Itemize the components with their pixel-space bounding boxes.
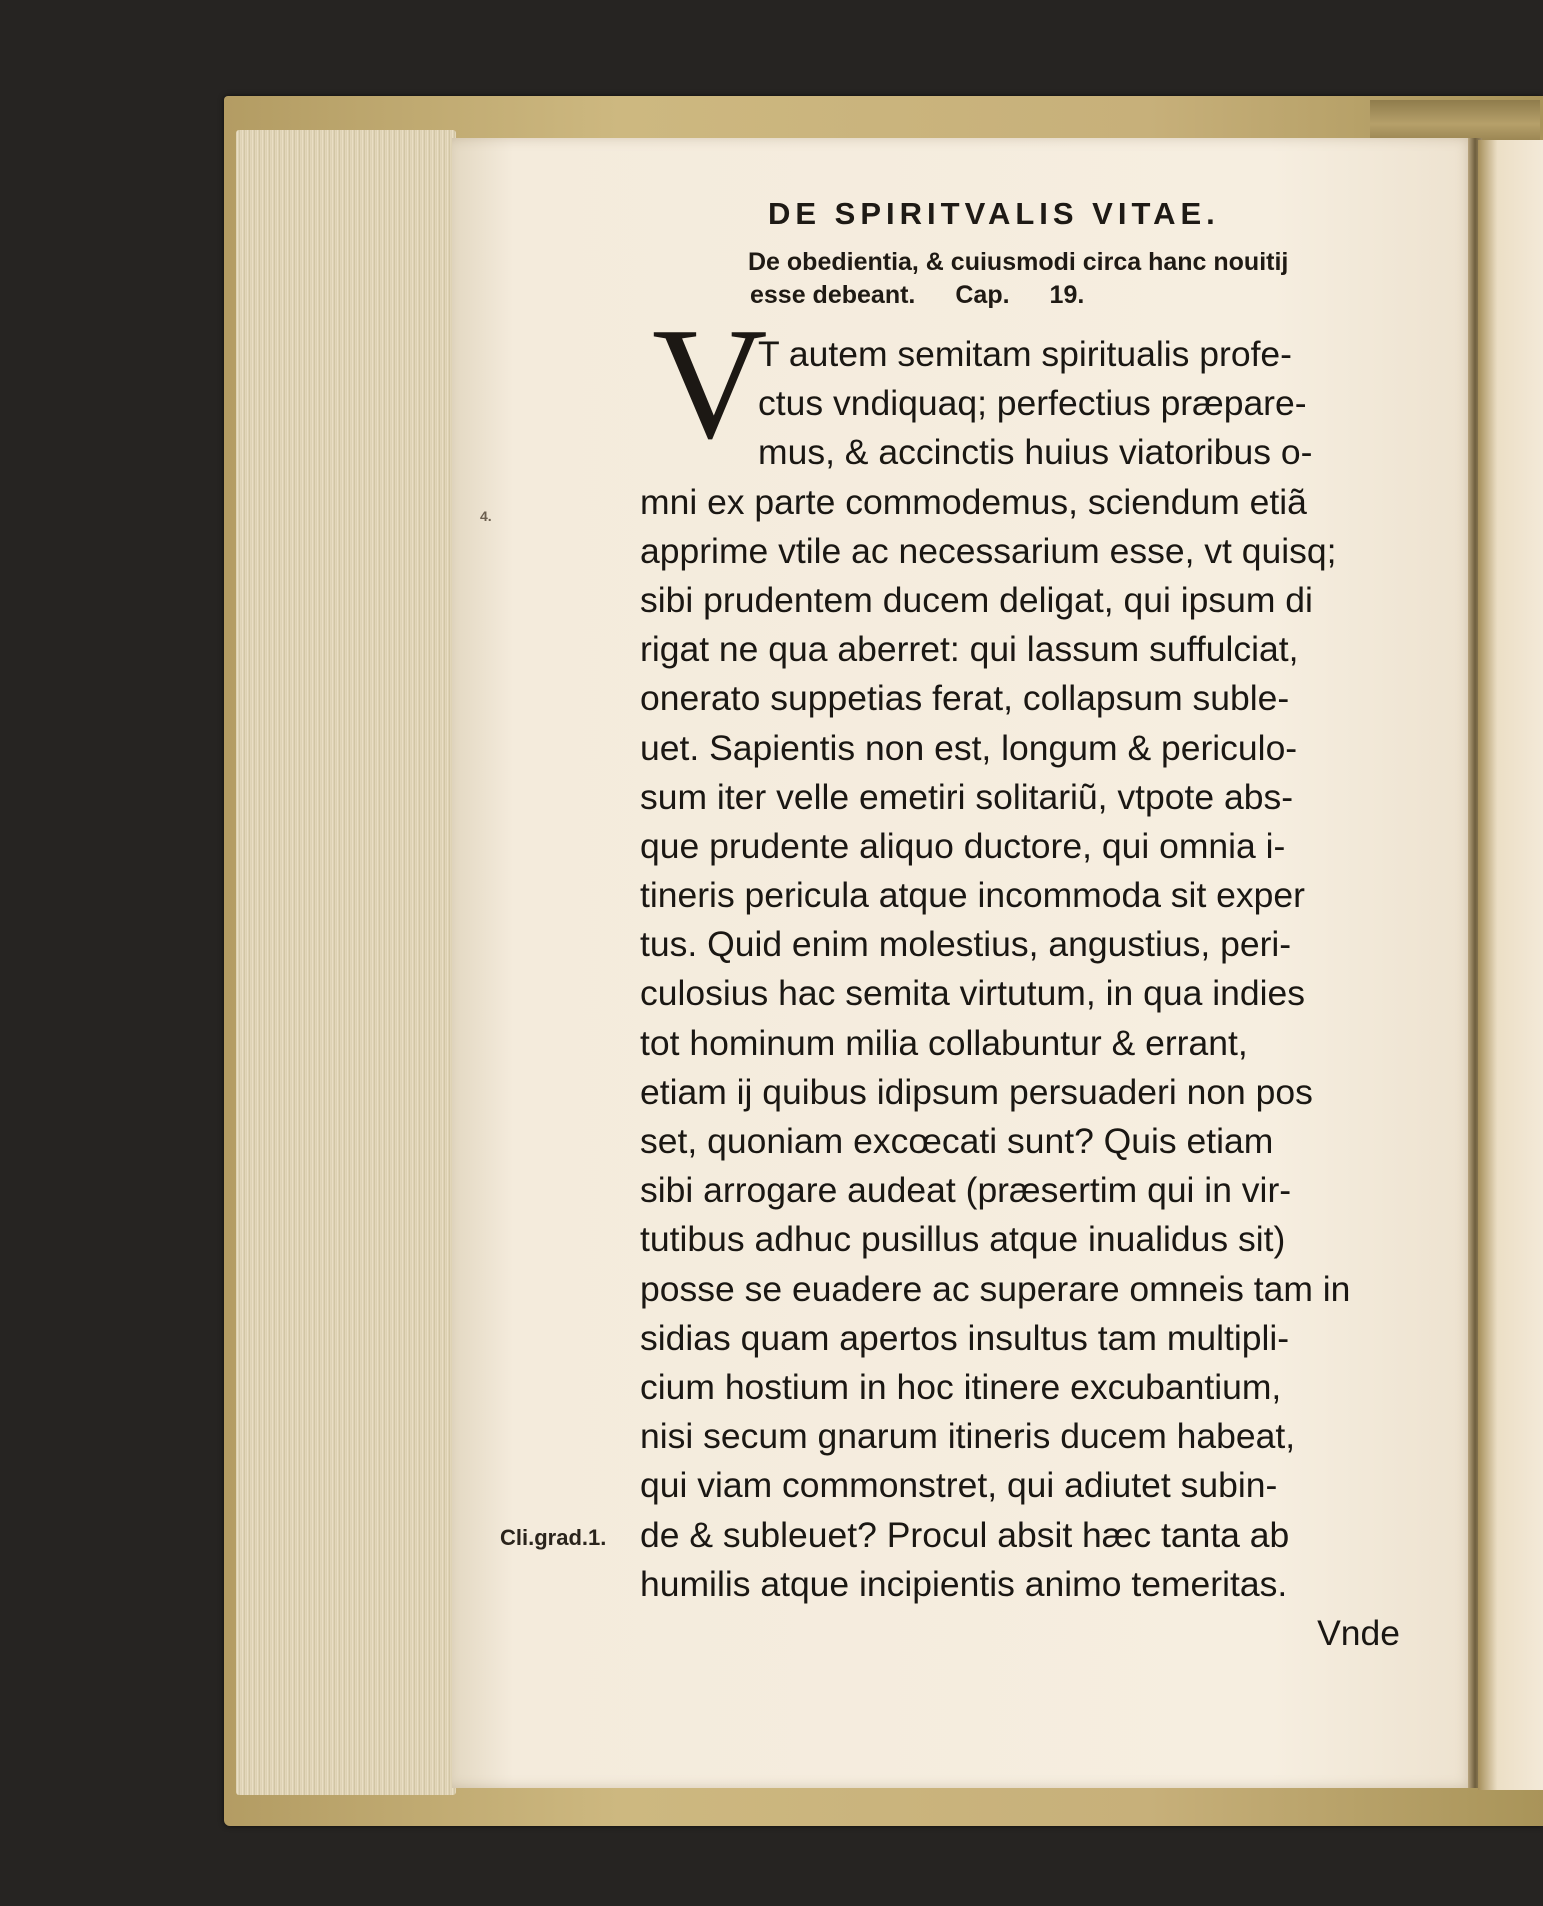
text-line: rigat ne qua aberret: qui lassum suffulciat,	[640, 629, 1299, 670]
text-line: sidias quam apertos insultus tam multipli-	[640, 1317, 1290, 1358]
chapter-heading-line-1: De obedientia, & cuiusmodi circa hanc nouitij	[748, 248, 1289, 276]
text-line: qui viam commonstret, qui adiutet subin-	[640, 1465, 1278, 1506]
text-line: posse se euadere ac superare omneis tam in	[640, 1268, 1351, 1309]
text-line: tineris pericula atque incommoda sit exper	[640, 875, 1305, 916]
text-line: sibi prudentem ducem deligat, qui ipsum di	[640, 579, 1313, 620]
text-line: tutibus adhuc pusillus atque inualidus sit)	[640, 1219, 1286, 1260]
margin-note-faint: 4.	[480, 508, 492, 524]
margin-note-climacus: Cli.grad.1.	[500, 1525, 607, 1550]
text-line: ctus vndiquaq; perfectius præpare-	[758, 383, 1307, 424]
text-line: de & subleuet? Procul absit hæc tanta ab	[640, 1514, 1290, 1555]
text-line: mni ex parte commodemus, sciendum etiã	[640, 481, 1307, 522]
text-line: sum iter velle emetiri solitariũ, vtpote abs-	[640, 776, 1294, 817]
text-line: onerato suppetias ferat, collapsum suble-	[640, 678, 1290, 719]
text-line: uet. Sapientis non est, longum & periculo-	[640, 727, 1298, 768]
spine-ridge	[1370, 100, 1540, 140]
text-line: que prudente aliquo ductore, qui omnia i-	[640, 825, 1286, 866]
chapter-number: 19.	[1049, 281, 1085, 309]
page-edges	[236, 130, 456, 1795]
text-line: apprime vtile ac necessarium esse, vt quisq;	[640, 530, 1337, 571]
chapter-heading	[748, 246, 1448, 312]
running-head: DE SPIRITVALIS VITAE.	[768, 196, 1220, 231]
chapter-cap-label: Cap.	[955, 281, 1010, 309]
text-line: tot hominum milia collabuntur & errant,	[640, 1022, 1248, 1063]
text-line: culosius hac semita virtutum, in qua indies	[640, 973, 1305, 1014]
drop-capital: V	[652, 294, 768, 472]
text-line: set, quoniam excœcati sunt? Quis etiam	[640, 1121, 1274, 1161]
text-line: mus, & accinctis huius viatoribus o-	[758, 432, 1313, 473]
right-page-edge	[1478, 140, 1543, 1790]
text-line: etiam ij quibus idipsum persuaderi non pos	[640, 1071, 1313, 1112]
body-text	[640, 330, 1400, 1658]
chapter-heading-line-2	[748, 279, 1448, 312]
text-line: tus. Quid enim molestius, angustius, peri-	[640, 924, 1292, 965]
text-line: cium hostium in hoc itinere excubantium,	[640, 1366, 1282, 1407]
text-line: Vnde	[1317, 1612, 1400, 1653]
chapter-heading-text: esse debeant.	[750, 281, 916, 309]
text-line: nisi secum gnarum itineris ducem habeat,	[640, 1416, 1296, 1457]
text-line: sibi arrogare audeat (præsertim qui in vir-	[640, 1170, 1292, 1211]
text-line: T autem semitam spiritualis profe-	[758, 334, 1292, 374]
text-line: humilis atque incipientis animo temeritas.	[640, 1563, 1288, 1604]
